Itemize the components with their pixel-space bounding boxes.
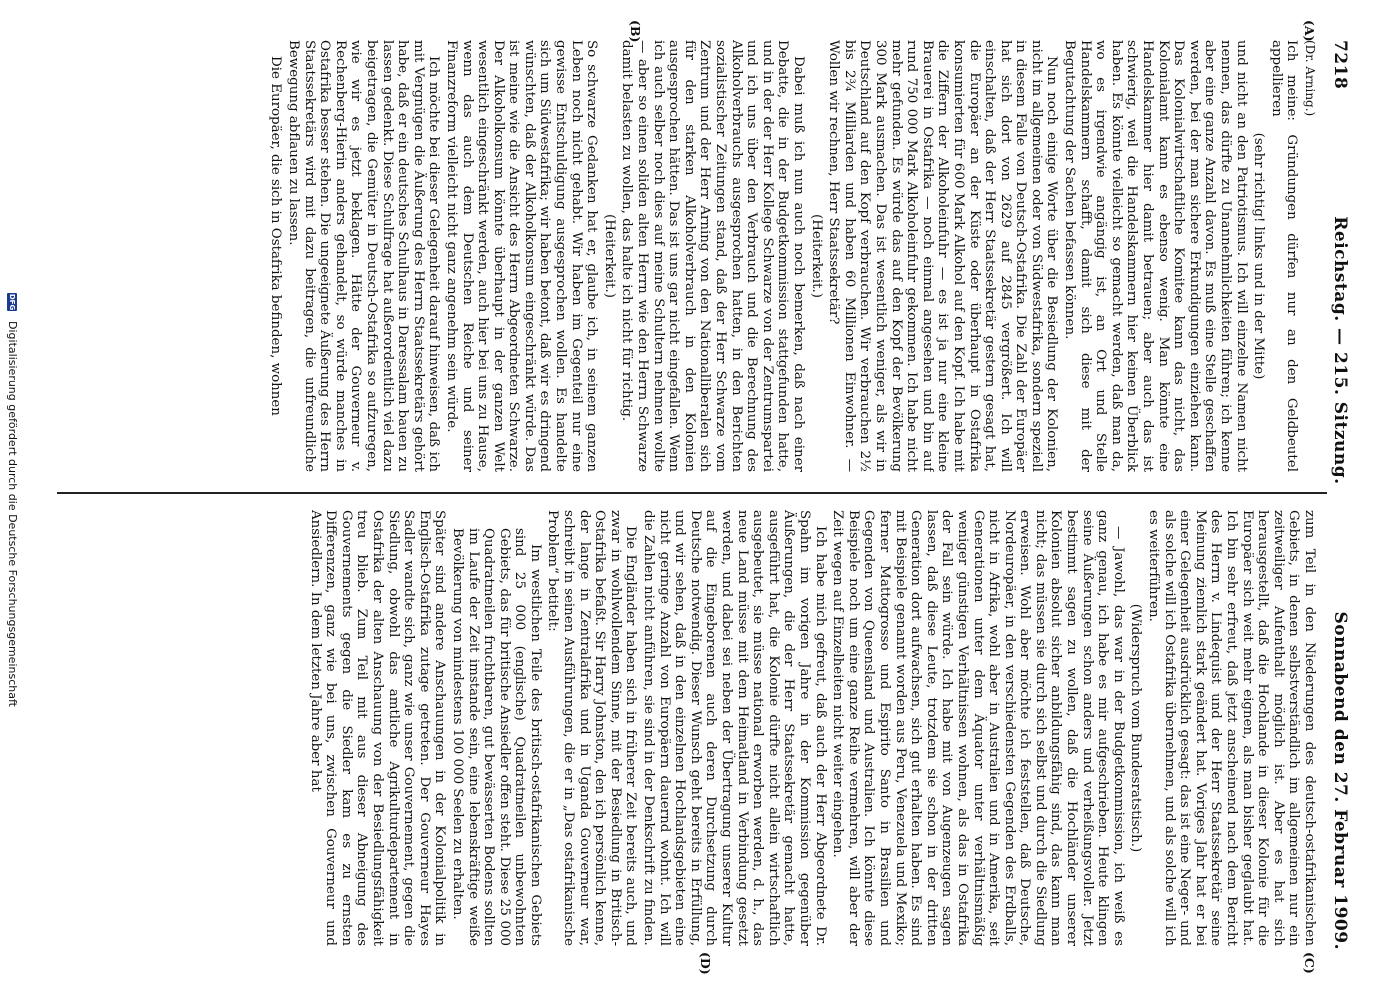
footer-text: Digitalisierung gefördert durch die Deutsche Forschungsgemeinschaft: [6, 321, 19, 707]
paragraph: Ich möchte bei dieser Gelegenheit darauf hinweisen, daß ich mit Vergnügen die Äußerung des Herrn Staatssekretärs gehört habe, daß er ein deutsches Schulhaus in Daressalam bauen zu lassen gedenkt. Diese Schulfrage hat außerordentlich viel dazu beigetragen, die Gemüter in Deutsch-Ostafrika so aufzuregen, wie wir es jetzt beklagen. Hätte der Gouverneur v. Rechenberg-Hierin anders gehandelt, so würde manches in Ostafrika besser stehen. Die ungeeignete Äußerung des Herrn Staatssekretärs wird mit dazu beitragen, die unfreundliche Bewegung abflauen zu lassen.: [286, 40, 442, 472]
speaker-label: (Dr. Arning.): [1303, 40, 1317, 117]
column-divider: [57, 492, 1327, 494]
margin-marker-a: (A): [1302, 20, 1317, 42]
paragraph: und nicht an den Patriotismus. Ich will einzelne Namen nicht nennen, das dürfte zu Unannehmlichkeiten führen; ich kenne aber eine ganze Anzahl davon. Es muß eine Stelle geschaffen werden, bei der man sichere Erkundigungen einziehen kann. Das Kolonialwirtschaftliche Komitee kann das nicht, das Kolonialamt kann es ebenso wenig. Man könnte eine Handelskammer hier damit betrauen; aber auch das ist schwierig, weil die Handelskammern hier keinen Überblick haben. Es könnte vielleicht so gemacht werden, daß man da, wo es irgendwie angängig ist, an Ort und Stelle Handelskammern schafft, damit sich diese mit der Begutachtung der Sachen befassen können.: [1062, 40, 1249, 472]
margin-marker-c: (C): [1302, 952, 1317, 974]
interjection: (sehr richtig! links und in der Mitte): [1251, 132, 1267, 380]
dfg-logo: DFG: [8, 293, 17, 311]
interjection: (Heiterkeit.): [601, 214, 617, 298]
quotation: Im westlichen Teile des britisch-ostafrikanischen Gebiets sind 25 000 (englische) Quadratmeilen unbewohnten Gebiets, das für britische Ansiedler offen steht. Diese 25 000 Quadratmeilen fruchtbaren, gut bewässerten Bodens sollten im Laufe der Zeit imstande sein, eine lebenskräftige weiße Bevölkerung von mindestens 100 000 Seelen zu erhalten.: [449, 528, 543, 946]
page-header: [1325, 40, 1355, 950]
paragraph: Ich meine: Gründungen dürfen nur an den Geldbeutel appellieren: [1268, 40, 1300, 472]
paragraph: Dabei muß ich nun auch noch bemerken, daß nach einer Debatte, die in der Budgetkommission stattgefunden hatte, und in der der Herr Kollege Schwarze von der Zentrumspartei und ich uns über den Verbrauch und die Berechnung des Alkoholverbrauchs ausgesprochen hatten, in den Berichten sozialistischer Zeitungen stand, daß der Herr Schwarze vom Zentrum und der Herr Arning von den Nationalliberalen sich für den starken Alkoholverbrauch in den Kolonien ausgesprochen hätten. Das ist uns gar nicht eingefallen. Wenn ich auch selber noch dies auf meine Schultern nehmen wollte — aber so einen soliden alten Herrn wie den Herrn Schwarze damit belasten zu wollen, das halte ich nicht für richtig.: [619, 40, 806, 472]
paragraph: Die Engländer haben sich in früherer Zeit bereits auch, und zwar in wohlwollendem Sinne, mit der Besiedlung in Britisch-Ostafrika befaßt. Sir Harry Johnston, den ich persönlich kenne, der lange in Zentralafrika und in Uganda Gouverneur war, schreibt in seinen Ausführungen, die er in „Das ostafrikanische Problem“ betitelt:: [545, 510, 639, 946]
paragraph: zum Teil in den Niederungen des deutsch-ostafrikanischen Gebiets, in denen selbstverständlich im allgemeinen nur ein zeitweiliger Aufenthalt möglich ist. Aber es hat sich herausgestellt, daß die Hochlande in dieser Kolonie für die Europäer sich weit mehr eignen, als man bisher geglaubt hat. Ich bin sehr erfreut, daß jetzt anscheinend nach dem Bericht des Herrn v. Lindequist und der Herr Staatssekretär seine Meinung ziemlich stark geändert hat. Voriges Jahr hat er bei einer Gelegenheit ausdrücklich gesagt: das ist eine Neger- und als solche will ich Ostafrika übernehmen, und als solche will ich es weiterführen.: [1146, 510, 1317, 946]
interjection: (Widerspruch vom Bundesratstisch.): [1128, 603, 1144, 853]
page-footer: [6, 0, 19, 1000]
paragraph: Ich habe mich gefreut, daß auch der Herr Abgeordnete Dr. Spahn im vorigen Jahre in der Kommission gegenüber Äußerungen, die der Herr Staatssekretär gemacht hatte, ausgeführt hat, die Kolonie dürfte nicht allein wirtschaftlich ausgebeutet, sie müsse national erworben werden, d. h., das neue Land müsse mit dem Heimatland in Verbindung gesetzt werden, und dabei sei neben der Übertragung unserer Kultur auf die Eingeborenen auch deren Durchsetzung durch Deutsche notwendig. Dieser Wunsch geht bereits in Erfüllung, und wir sehen, daß in den einzelnen Hochlandsgebieten eine nicht geringe Anzahl von Europäern dauernd wohnt. Ich will die Zahlen nicht anführen, sie sind in der Denkschrift zu finden.: [641, 510, 828, 946]
paragraph: — Jawohl, das war in der Budgetkommission, ich weiß es ganz genau, ich habe es mir aufgeschrieben. Heute klingen seine Äußerungen schon anders und verheißungsvoller. Jetzt bestimmt sagen zu wollen, daß die Hochländer unserer Kolonien absolut sicher anbildungsfähig sind, das kann man nicht; das müssen sie durch sich selbst und durch die Siedlung erweisen. Wohl aber möchte ich feststellen, daß Deutsche, Nordeuropäer, in den verschiedensten Gegenden des Erdballs, nicht in Afrika, wohl aber in Australien und in Amerika, seit Generationen unter dem Äquator unter verhältnismäßig weniger günstigen Verhältnissen wohnen, als das in Ostafrika der Fall sein würde. Ich habe mit von Augenzeugen sagen lassen, daß diese Leute, trotzdem sie schon in der dritten Generation dort aufwachsen, sich gut erhalten haben. Es sind mit Beispiele genannt worden aus Peru, Venezuela und Mexiko; ferner Mattogrosso und Espirito Santo in Brasilien und Gegenden von Queensland und Australien. Ich könnte diese Beispiele noch um eine ganze Reihe vermehren, will aber der Zeit wegen auf Einzelheiten nicht weiter eingehen.: [830, 510, 1126, 946]
paragraph: So schwarze Gedanken hat er, glaube ich, in seinem ganzen Leben noch nicht gehabt. Wir haben im Gegenteil nur eine gewisse Entschuldigung ausgesprochen wollen. Es handelte sich um Südwestafrika; wir haben betont, daß wir es dringend wünschten, daß der Alkoholkonsum eingeschränkt würde. Das ist meine wie die Ansicht des Herrn Abgeordneten Schwarze. Der Alkoholkonsum könnte überhaupt in der ganzen Welt wesentlich eingeschränkt werden, auch hier bei uns zu Hause, wenn das auch dem Deutschen Reiche und seiner Finanzreform vielleicht nicht ganz angenehm sein würde.: [443, 40, 600, 472]
margin-marker-b: (B): [628, 20, 643, 43]
session-date: Sonnabend den 27. Februar 1909.: [1330, 611, 1350, 950]
left-column: [77, 40, 1317, 472]
paragraph: Nun noch einige Worte über die Besiedlung der Kolonien, nicht im allgemeinen oder von Südwestafrika, sondern speziell in diesem Falle von Deutsch-Ostafrika. Die Zahl der Europäer hat sich dort von 2629 auf 2845 vergrößert. Ich will einschalten, daß der Herr Staatssekretär gestern gesagt hat, die Europäer an der Küste oder überhaupt in Ostafrika konsumierten für 600 Mark Alkohol auf den Kopf. Ich habe mit die Ziffern der Alkoholeinfuhr — es ist ja nur eine kleine Brauerei in Ostafrika — noch einmal angesehen und bin auf rund 750 000 Mark Alkoholeinfuhr gekommen. Ich habe nicht mehr gefunden. Es würde das auf den Kopf der Bevölkerung 300 Mark ausmachen. Das ist wesentlich weniger, als wir in Deutschland auf den Kopf verbrauchen. Wir verbrauchen 2½ bis 2¾ Milliarden und haben 60 Millionen Einwohner. — Wollen wir rechnen, Herr Staatssekretär?: [826, 40, 1060, 472]
margin-marker-d: (D): [698, 952, 713, 975]
interjection: (Heiterkeit.): [808, 214, 824, 298]
paragraph: Später sind andere Anschauungen in der Kolonialpolitik in Englisch-Ostafrika zutage getreten. Der Gouverneur Hayes Sadler wandte sich, ganz wie unser Gouvernement, gegen die Siedlung, obwohl das amtliche Agrikulturdepartement in Ostafrika der alten Anschauung von der Besiedlungsfähigkeit treu blieb. Zum Teil mit aus dieser Abneigung des Gouvernements gegen die Siedler kam es zu ernsten Differenzen, ganz wie bei uns, zwischen Gouverneur und Ansiedlern. In dem letzten Jahre aber hat: [307, 510, 448, 946]
page-title: Reichstag. — 215. Sitzung.: [1330, 216, 1350, 485]
paragraph: Die Europäer, die sich in Ostafrika befinden, wohnen: [268, 56, 284, 416]
right-column: [77, 510, 1317, 946]
page-number: 7218: [1330, 40, 1350, 90]
